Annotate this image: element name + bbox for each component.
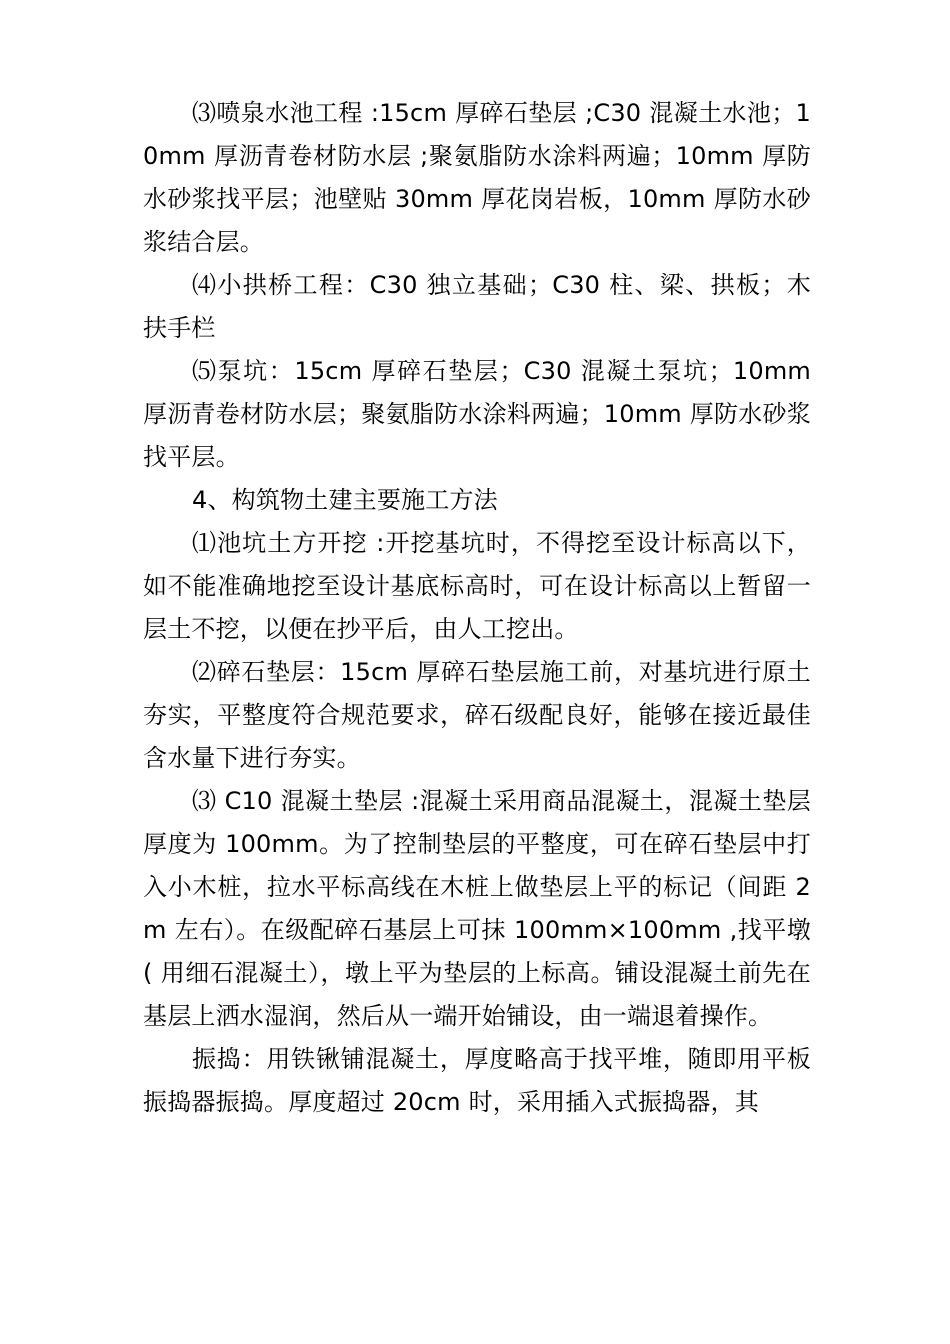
paragraph-fountain-pool: ⑶喷泉水池工程 :15cm 厚碎石垫层 ;C30 混凝土水池；10mm 厚沥青卷材防水层 ;聚氨脂防水涂料两遍；10mm 厚防水砂浆找平层；池壁贴 30mm 厚花岗岩板，10mm 厚防水砂浆结合层。: [143, 99, 811, 256]
section-heading-construction-methods: 4、构筑物土建主要施工方法: [192, 486, 498, 514]
paragraph-concrete-cushion: ⑶ C10 混凝土垫层 :混凝土采用商品混凝土，混凝土垫层厚度为 100mm。为了控制垫层的平整度，可在碎石垫层中打入小木桩，拉水平标高线在木桩上做垫层上平的标记（间距 2m 左右）。在级配碎石基层上可抹 100mm×100mm ,找平墩( 用细石混凝土），墩上平为垫层的上标高。铺设混凝土前先在基层上洒水湿润，然后从一端开始铺设，由一端退着操作。: [143, 787, 811, 1030]
paragraph-arch-bridge: ⑷小拱桥工程：C30 独立基础；C30 柱、梁、拱板；木扶手栏: [143, 271, 811, 342]
paragraph-excavation: ⑴池坑土方开挖 :开挖基坑时，不得挖至设计标高以下，如不能准确地挖至设计基底标高时，可在设计标高以上暂留一层土不挖，以便在抄平后，由人工挖出。: [143, 529, 811, 643]
paragraph-gravel-cushion: ⑵碎石垫层：15cm 厚碎石垫层施工前，对基坑进行原土夯实，平整度符合规范要求，碎石级配良好，能够在接近最佳含水量下进行夯实。: [143, 658, 811, 772]
document-body: [143, 92, 811, 1124]
paragraph-vibration: 振捣：用铁锹铺混凝土，厚度略高于找平堆，随即用平板振捣器振捣。厚度超过 20cm 时，采用插入式振捣器，其: [143, 1045, 811, 1116]
paragraph-pump-pit: ⑸泵坑：15cm 厚碎石垫层；C30 混凝土泵坑；10mm 厚沥青卷材防水层；聚氨脂防水涂料两遍；10mm 厚防水砂浆找平层。: [143, 357, 811, 471]
